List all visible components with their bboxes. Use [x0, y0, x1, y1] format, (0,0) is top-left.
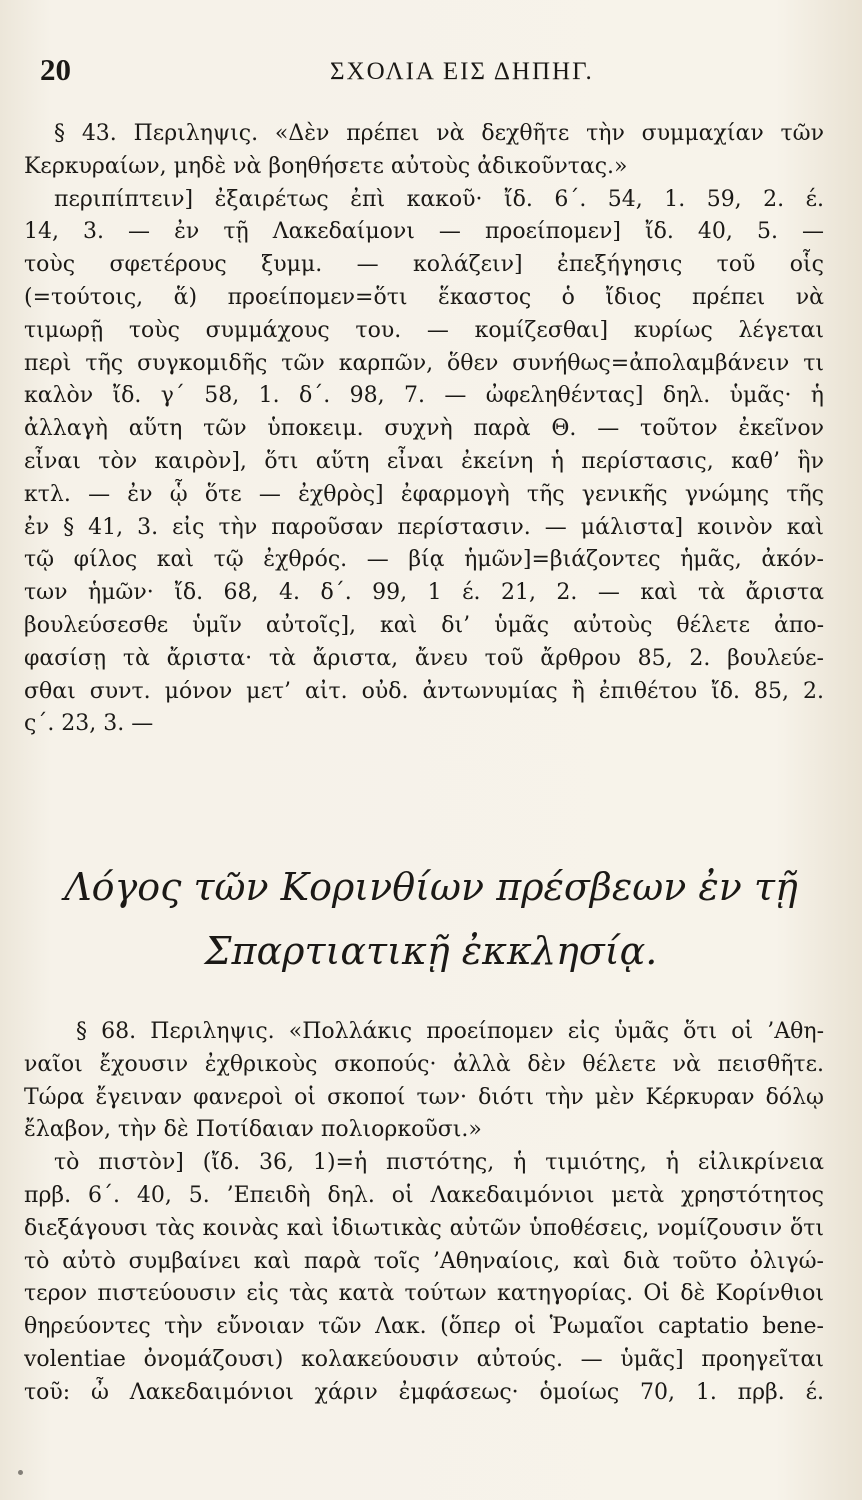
text-line: φασίσῃ τὰ ἄριστα· τὰ ἄριστα, ἄνευ τοῦ ἄρθρου 85, 2. βουλεύε-: [24, 645, 824, 671]
text-line: 14, 3. — ἐν τῇ Λακεδαίμονι — προείπομεν] ἴδ. 40, 5. —: [24, 219, 824, 245]
running-title: ΣΧΟΛΙΑ ΕΙΣ ΔΗΠΗΓ.: [330, 58, 594, 85]
section-68-commentary: [24, 1016, 824, 1410]
text-line: Κερκυραίων, μηδὲ νὰ βοηθήσετε αὐτοὺς ἀδικοῦντας.»: [24, 153, 628, 179]
text-line: § 68. Περιληψις. «Πολλάκις προείπομεν εἰς ὑμᾶς ὅτι οἱ ’Αθη-: [76, 1019, 824, 1044]
section-heading-line-1: Λόγος τῶν Κορινθίων πρέσβεων ἐν τῇ: [64, 865, 798, 909]
text-line: εἶναι τὸν καιρὸν], ὅτι αὕτη εἶναι ἐκείνη ἡ περίστασις, καθ’ ἣν: [24, 448, 824, 474]
text-line: ἔλαβον, τὴν δὲ Ποτίδαιαν πολιορκοῦσι.»: [24, 1117, 482, 1143]
text-line: τιμωρῇ τοὺς συμμάχους του. — κομίζεσθαι] κυρίως λέγεται: [24, 317, 824, 343]
text-line: τὸ αὐτὸ συμβαίνει καὶ παρὰ τοῖς ’Αθηναίοις, καὶ διὰ τοῦτο ὀλιγώ-: [24, 1248, 824, 1274]
page-header: [40, 52, 832, 92]
text-line: θηρεύοντες τὴν εὔνοιαν τῶν Λακ. (ὅπερ οἱ Ῥωμαῖοι captatio bene-: [24, 1314, 824, 1340]
text-line: (=τούτοις, ἅ) προείπομεν=ὅτι ἕκαστος ὁ ἴδιος πρέπει νὰ: [24, 284, 824, 310]
text-line: διεξάγουσι τὰς κοινὰς καὶ ἰδιωτικὰς αὐτῶν ὑποθέσεις, νομίζουσιν ὅτι: [24, 1215, 824, 1241]
text-line: περιπίπτειν] ἐξαιρέτως ἐπὶ κακοῦ· ἴδ. 6΄. 54, 1. 59, 2. έ.: [54, 186, 824, 212]
text-line: τοῦ: ὦ Λακεδαιμόνιοι χάριν ἐμφάσεως· ὁμοίως 70, 1. πρβ. έ.: [24, 1379, 824, 1405]
text-line: βουλεύσεσθε ὑμῖν αὐτοῖς], καὶ δι’ ὑμᾶς αὐτοὺς θέλετε ἀπο-: [24, 612, 824, 638]
text-line: κτλ. — ἐν ᾧ ὅτε — ἐχθρὸς] ἐφαρμογὴ τῆς γενικῆς γνώμης τῆς: [24, 481, 824, 507]
text-line: των ἡμῶν· ἴδ. 68, 4. δ΄. 99, 1 έ. 21, 2. — καὶ τὰ ἄριστα: [24, 580, 824, 606]
text-line: ἐν § 41, 3. εἰς τὴν παροῦσαν περίστασιν. — μάλιστα] κοινὸν καὶ: [24, 514, 824, 540]
page-number: 20: [40, 52, 71, 87]
text-line: § 43. Περιληψις. «Δὲν πρέπει νὰ δεχθῆτε τὴν συμμαχίαν τῶν: [54, 121, 824, 146]
text-line: τερον πιστεύουσιν εἰς τὰς κατὰ τούτων κατηγορίας. Οἱ δὲ Κορίνθιοι: [24, 1281, 824, 1307]
section-43-commentary: [24, 118, 824, 741]
text-line: ς΄. 23, 3. —: [24, 711, 154, 737]
text-line: τοὺς σφετέρους ξυμμ. — κολάζειν] ἐπεξήγησις τοῦ οἷς: [24, 252, 824, 278]
text-line: volentiae ὀνομάζουσι) κολακεύουσιν αὐτούς. — ὑμᾶς] προηγεῖται: [24, 1346, 824, 1372]
text-line: Τώρα ἔγειναν φανεροὶ οἱ σκοποί των· διότι τὴν μὲν Κέρκυραν δόλῳ: [24, 1084, 824, 1110]
text-line: σθαι συντ. μόνον μετ’ αἰτ. οὐδ. ἀντωνυμίας ἢ ἐπιθέτου ἴδ. 85, 2.: [24, 678, 824, 704]
text-line: πρβ. 6΄. 40, 5. ’Επειδὴ δηλ. οἱ Λακεδαιμόνιοι μετὰ χρηστότητος: [24, 1182, 824, 1208]
text-line: τῷ φίλος καὶ τῷ ἐχθρός. — βίᾳ ἡμῶν]=βιάζοντες ἡμᾶς, ἀκόν-: [24, 547, 824, 573]
text-line: περὶ τῆς συγκομιδῆς τῶν καρπῶν, ὅθεν συνήθως=ἀπολαμβάνειν τι: [24, 350, 824, 376]
text-line: τὸ πιστὸν] (ἴδ. 36, 1)=ἡ πιστότης, ἡ τιμιότης, ἡ εἰλικρίνεια: [54, 1150, 824, 1176]
text-line: καλὸν ἴδ. γ΄ 58, 1. δ΄. 98, 7. — ὠφεληθέντας] δηλ. ὑμᾶς· ἡ: [24, 383, 824, 409]
text-line: ναῖοι ἔχουσιν ἐχθρικοὺς σκοπούς· ἀλλὰ δὲν θέλετε νὰ πεισθῆτε.: [24, 1051, 824, 1077]
text-line: ἀλλαγὴ αὕτη τῶν ὑποκειμ. συχνὴ παρὰ Θ. — τοῦτον ἐκεῖνον: [24, 416, 824, 442]
ink-speck: [18, 1470, 23, 1475]
section-heading-line-2: Σπαρτιατικῇ ἐκκλησίᾳ.: [204, 929, 658, 973]
